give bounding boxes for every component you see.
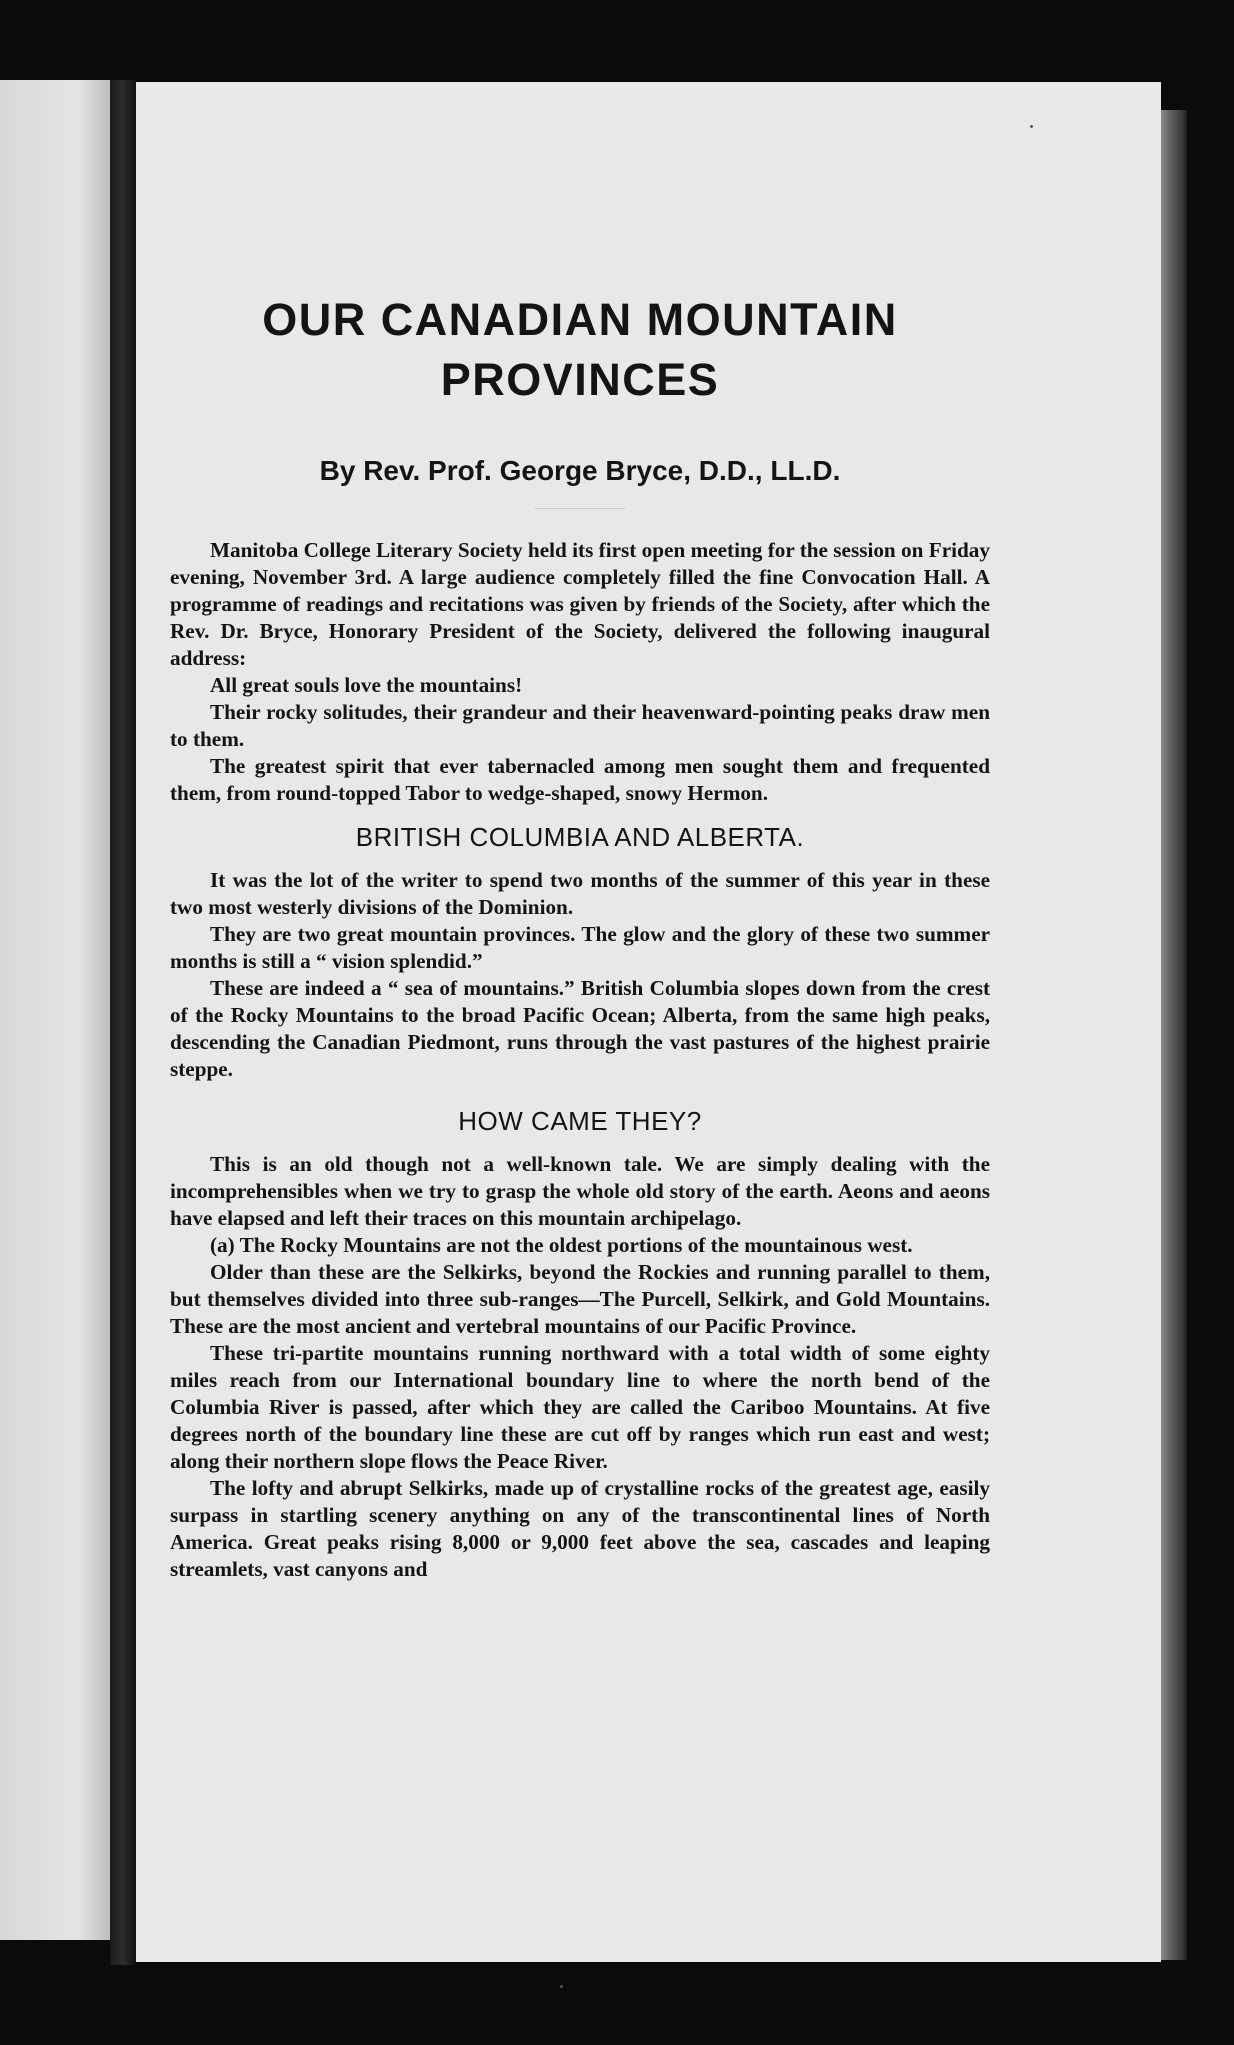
article-body bbox=[170, 537, 990, 1583]
paragraph: (a) The Rocky Mountains are not the oldest portions of the mountainous west. bbox=[210, 1233, 913, 1257]
paragraph: This is an old though not a well-known tale. We are simply dealing with the incomprehensibles when we try to grasp the whole old story of the earth. Aeons and aeons have elapsed and left their traces on this mountain archipelago. bbox=[170, 1152, 990, 1230]
title-line-2: PROVINCES bbox=[440, 354, 720, 405]
title-line-1: OUR CANADIAN MOUNTAIN bbox=[262, 294, 898, 345]
paragraph: These are indeed a “ sea of mountains.” British Columbia slopes down from the crest of the Rocky Mountains to the broad Pacific Ocean; Alberta, from the same high peaks, descending the Canadian Piedmont, runs through the vast pastures of the highest prairie steppe. bbox=[170, 976, 990, 1081]
paragraph: All great souls love the mountains! bbox=[210, 673, 523, 697]
paragraph: The lofty and abrupt Selkirks, made up of crystalline rocks of the greatest age, easily surpass in startling scenery anything on any of the transcontinental lines of North America. Great peaks rising 8,000 or 9,000 feet above the sea, cascades and leaping streamlets, vast canyons and bbox=[170, 1476, 990, 1581]
byline: By Rev. Prof. George Bryce, D.D., LL.D. bbox=[319, 455, 841, 486]
article-title bbox=[170, 290, 990, 410]
book-gutter bbox=[110, 80, 136, 1965]
paragraph: Manitoba College Literary Society held its first open meeting for the session on Friday evening, November 3rd. A large audience completely filled the fine Convocation Hall. A programme of readings and recitations was given by friends of the Society, after which the Rev. Dr. Bryce, Honorary President of the Society, delivered the following inaugural address: bbox=[170, 538, 990, 670]
paragraph: These tri-partite mountains running northward with a total width of some eighty miles reach from our International boundary line to where the north bend of the Columbia River is passed, after which they are called the Cariboo Mountains. At five degrees north of the boundary line these are cut off by ranges which run east and west; along their northern slope flows the Peace River. bbox=[170, 1341, 990, 1473]
page-stack-edge bbox=[1161, 110, 1187, 1960]
section-heading: HOW CAME THEY? bbox=[458, 1106, 702, 1136]
paragraph: It was the lot of the writer to spend two months of the summer of this year in these two most westerly divisions of the Dominion. bbox=[170, 868, 990, 919]
paragraph: Older than these are the Selkirks, beyond the Rockies and running parallel to them, but themselves divided into three sub-ranges—The Purcell, Selkirk, and Gold Mountains. These are the most ancient and vertebral mountains of our Pacific Province. bbox=[170, 1260, 990, 1338]
divider bbox=[535, 508, 625, 509]
article bbox=[170, 290, 990, 1583]
scan-speck bbox=[1030, 125, 1033, 128]
scan-speck bbox=[560, 1985, 563, 1988]
paragraph: Their rocky solitudes, their grandeur and their heavenward-pointing peaks draw men to them. bbox=[170, 700, 990, 751]
section-heading: BRITISH COLUMBIA AND ALBERTA. bbox=[355, 822, 805, 852]
left-page-edge bbox=[0, 80, 110, 1940]
paragraph: The greatest spirit that ever tabernacled among men sought them and frequented them, from round-topped Tabor to wedge-shaped, snowy Hermon. bbox=[170, 754, 990, 805]
paragraph: They are two great mountain provinces. The glow and the glory of these two summer months is still a “ vision splendid.” bbox=[170, 922, 990, 973]
